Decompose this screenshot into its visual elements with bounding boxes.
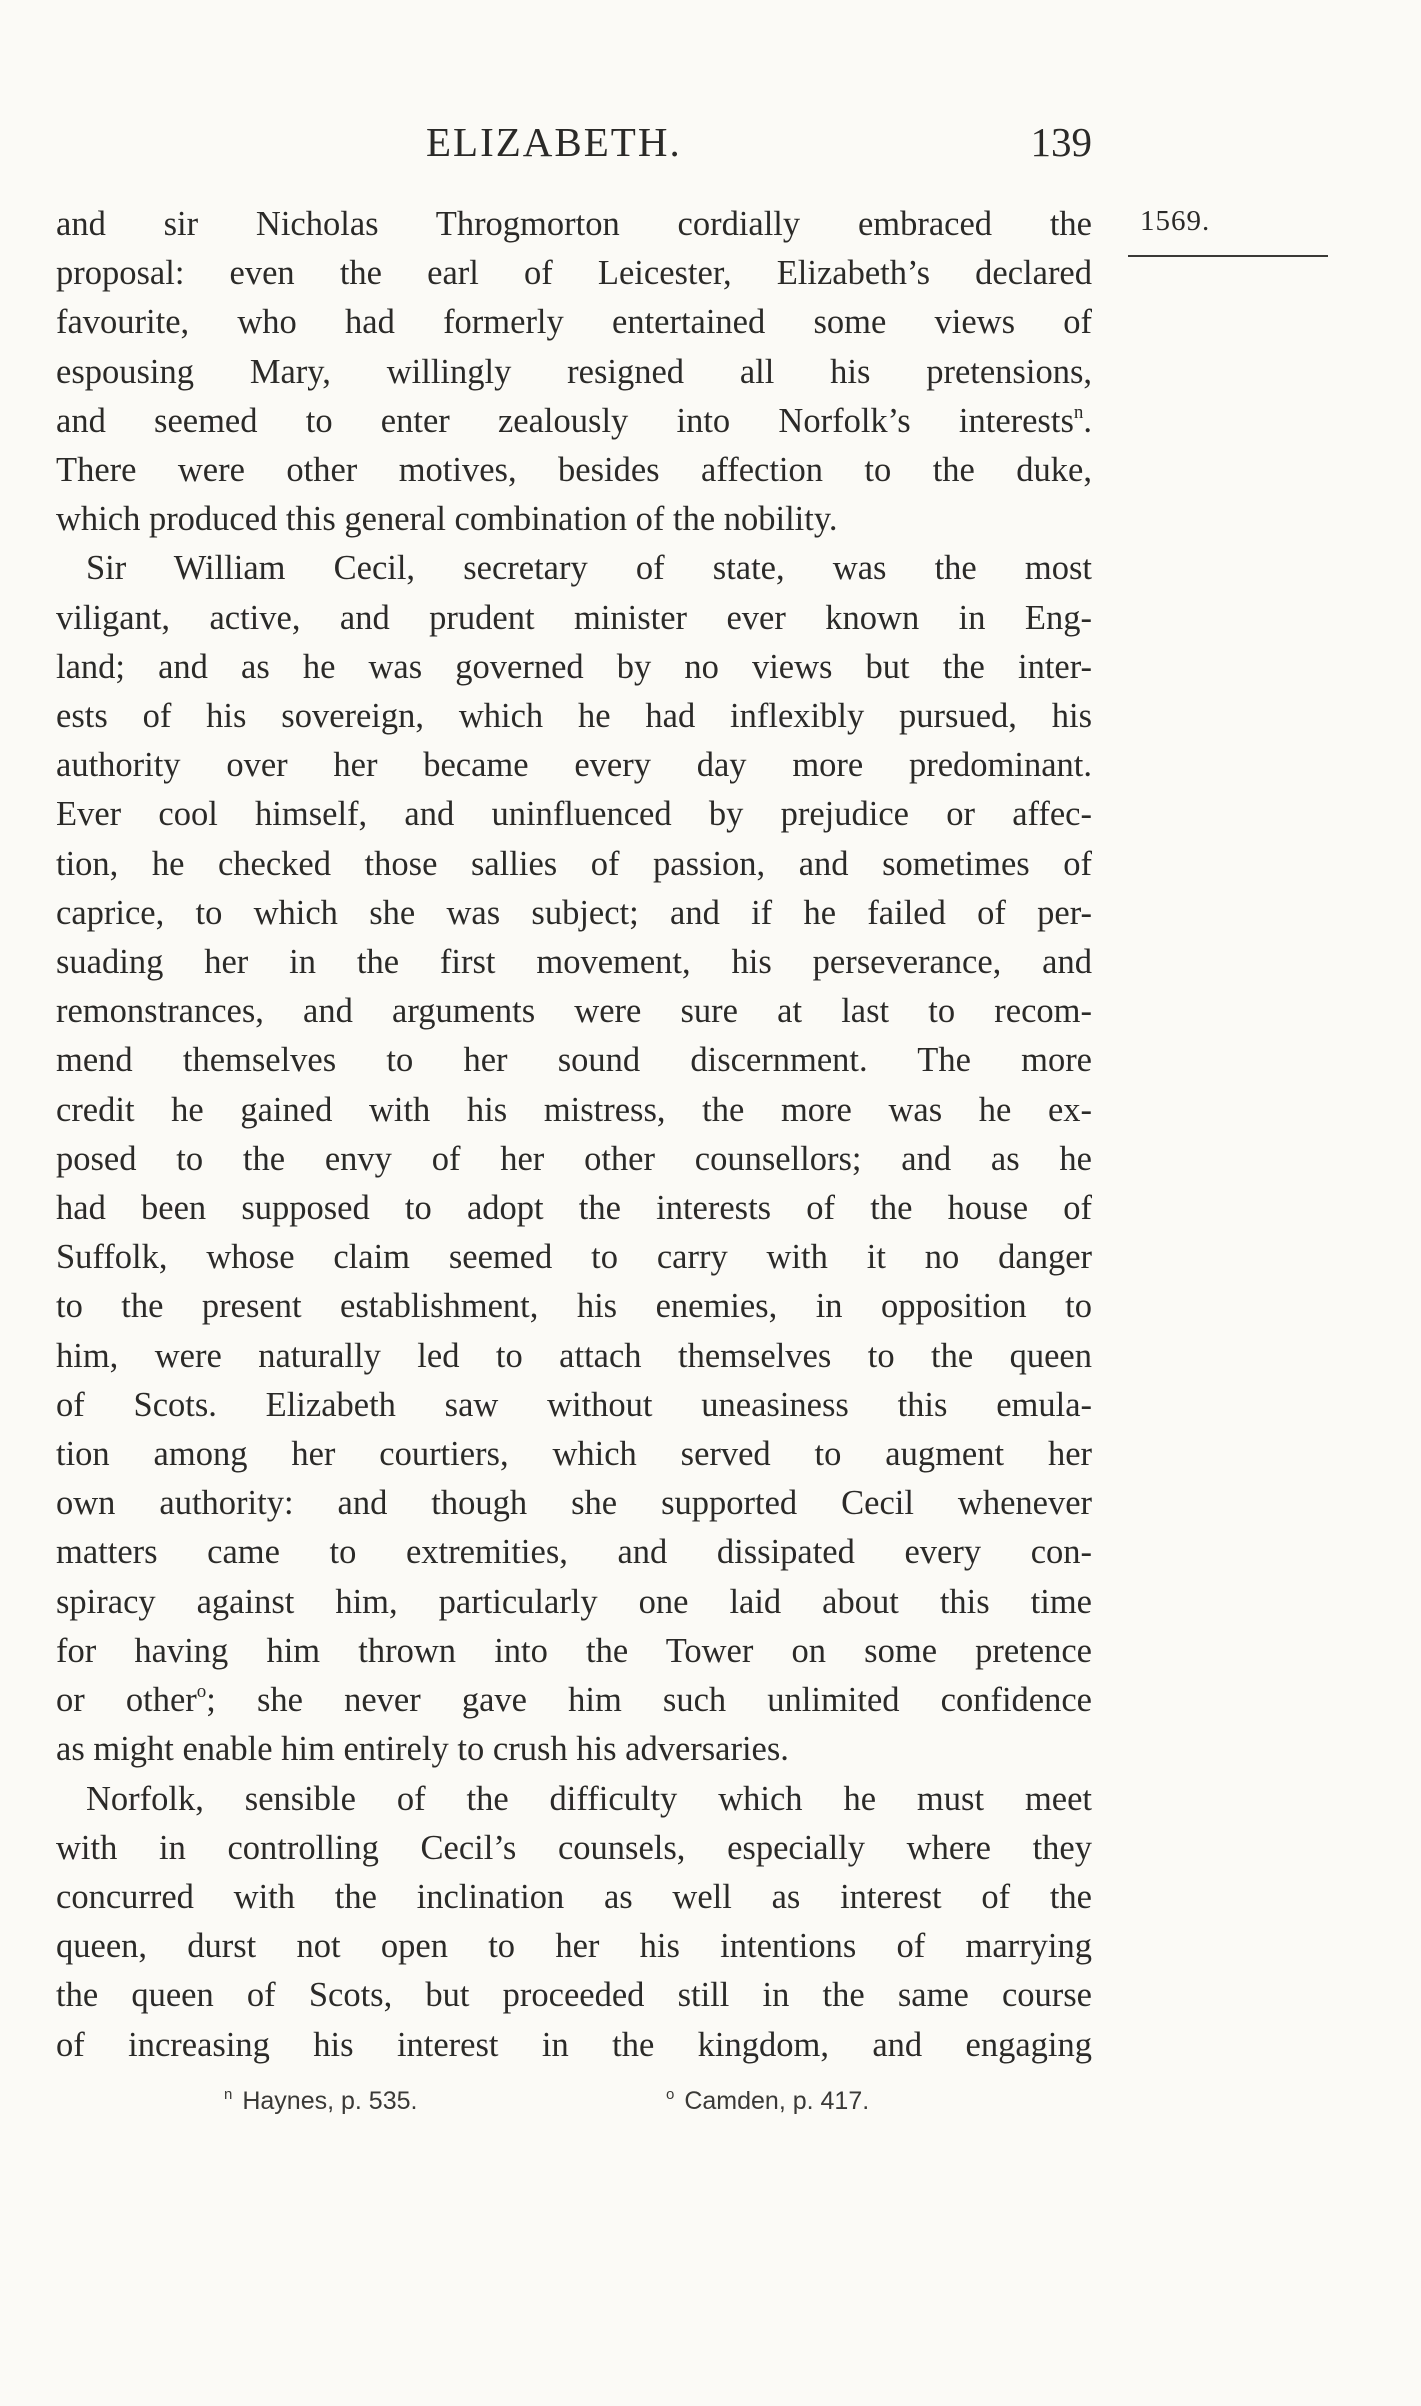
text-line: queen, durst not open to her his intentions of marrying [56,1927,1092,1966]
text-line: land; and as he was governed by no views but the inter- [56,647,1092,686]
text-line: and sir Nicholas Throgmorton cordially embraced the [56,205,1092,243]
text-line: caprice, to which she was subject; and if he failed of per- [56,893,1092,932]
text-line: of increasing his interest in the kingdom, and engaging [56,2025,1092,2064]
text-line: remonstrances, and arguments were sure at last to recom- [56,992,1092,1031]
text-line: authority over her became every day more predominant. [56,746,1092,785]
margin-rule [1128,255,1328,257]
text-line: and seemed to enter zealously into Norfolk’s interests$^n$. [56,401,1092,440]
page-number: 139 [1030,119,1092,165]
text-line: to the present establishment, his enemies, in opposition to [56,1287,1092,1326]
text-line: for having him thrown into the Tower on some pretence [56,1631,1092,1670]
running-head [56,118,1092,178]
footnote-ref-n: n [1073,401,1084,423]
text-line: posed to the envy of her other counsellors; and as he [56,1139,1092,1178]
text-line: Suffolk, whose claim seemed to carry with it no danger [56,1238,1092,1277]
text-line: spiracy against him, particularly one laid about this time [56,1582,1092,1621]
text-line: mend themselves to her sound discernment. The more [56,1041,1092,1080]
text-line: him, were naturally led to attach themselves to the queen [56,1336,1092,1375]
text-line: with in controlling Cecil’s counsels, especially where they [56,1828,1092,1867]
text-line: credit he gained with his mistress, the more was he ex- [56,1090,1092,1129]
text-line: which produced this general combination of the nobility. [56,500,838,539]
text-line: the queen of Scots, but proceeded still in the same course [56,1976,1092,2015]
text-line: There were other motives, besides affection to the duke, [56,451,1092,490]
text-line: matters came to extremities, and dissipated every con- [56,1533,1092,1572]
text-line: tion, he checked those sallies of passion, and sometimes of [56,844,1092,883]
footnote-ref-o: o [196,1681,207,1703]
paragraph-start: Norfolk, sensible of the difficulty which he must meet [86,1779,1092,1818]
footnote-mark: n [224,2086,233,2103]
running-title: ELIZABETH. [426,119,682,165]
footnote-n [224,2087,417,2116]
text-line: concurred with the inclination as well as interest of the [56,1877,1092,1916]
paragraph-start: Sir William Cecil, secretary of state, was the most [86,549,1092,588]
text-line: proposal: even the earl of Leicester, Elizabeth’s declared [56,254,1092,293]
text-line: own authority: and though she supported Cecil whenever [56,1484,1092,1523]
text-line: of Scots. Elizabeth saw without uneasiness this emula- [56,1385,1092,1424]
text-line: tion among her courtiers, which served to augment her [56,1435,1092,1474]
text-line: ests of his sovereign, which he had inflexibly pursued, his [56,697,1092,736]
body-text [56,200,1092,2070]
footnote-text: Haynes, p. 535. [242,2087,418,2115]
text-line: Ever cool himself, and uninfluenced by prejudice or affec- [56,795,1092,834]
text-line: suading her in the first movement, his perseverance, and [56,943,1092,982]
footnote-text: Camden, p. 417. [684,2087,870,2115]
margin-year-note: 1569. [1140,205,1211,237]
text-line: had been supposed to adopt the interests of the house of [56,1189,1092,1228]
text-line: espousing Mary, willingly resigned all his pretensions, [56,352,1092,391]
footnote-o [666,2087,869,2116]
text-line: favourite, who had formerly entertained some views of [56,303,1092,342]
text-line: as might enable him entirely to crush his adversaries. [56,1730,789,1769]
text-line: or other$^o$; she never gave him such unlimited confidence [56,1681,1092,1720]
footnote-mark: o [666,2086,675,2103]
text-line: viligant, active, and prudent minister ever known in Eng- [56,598,1092,637]
